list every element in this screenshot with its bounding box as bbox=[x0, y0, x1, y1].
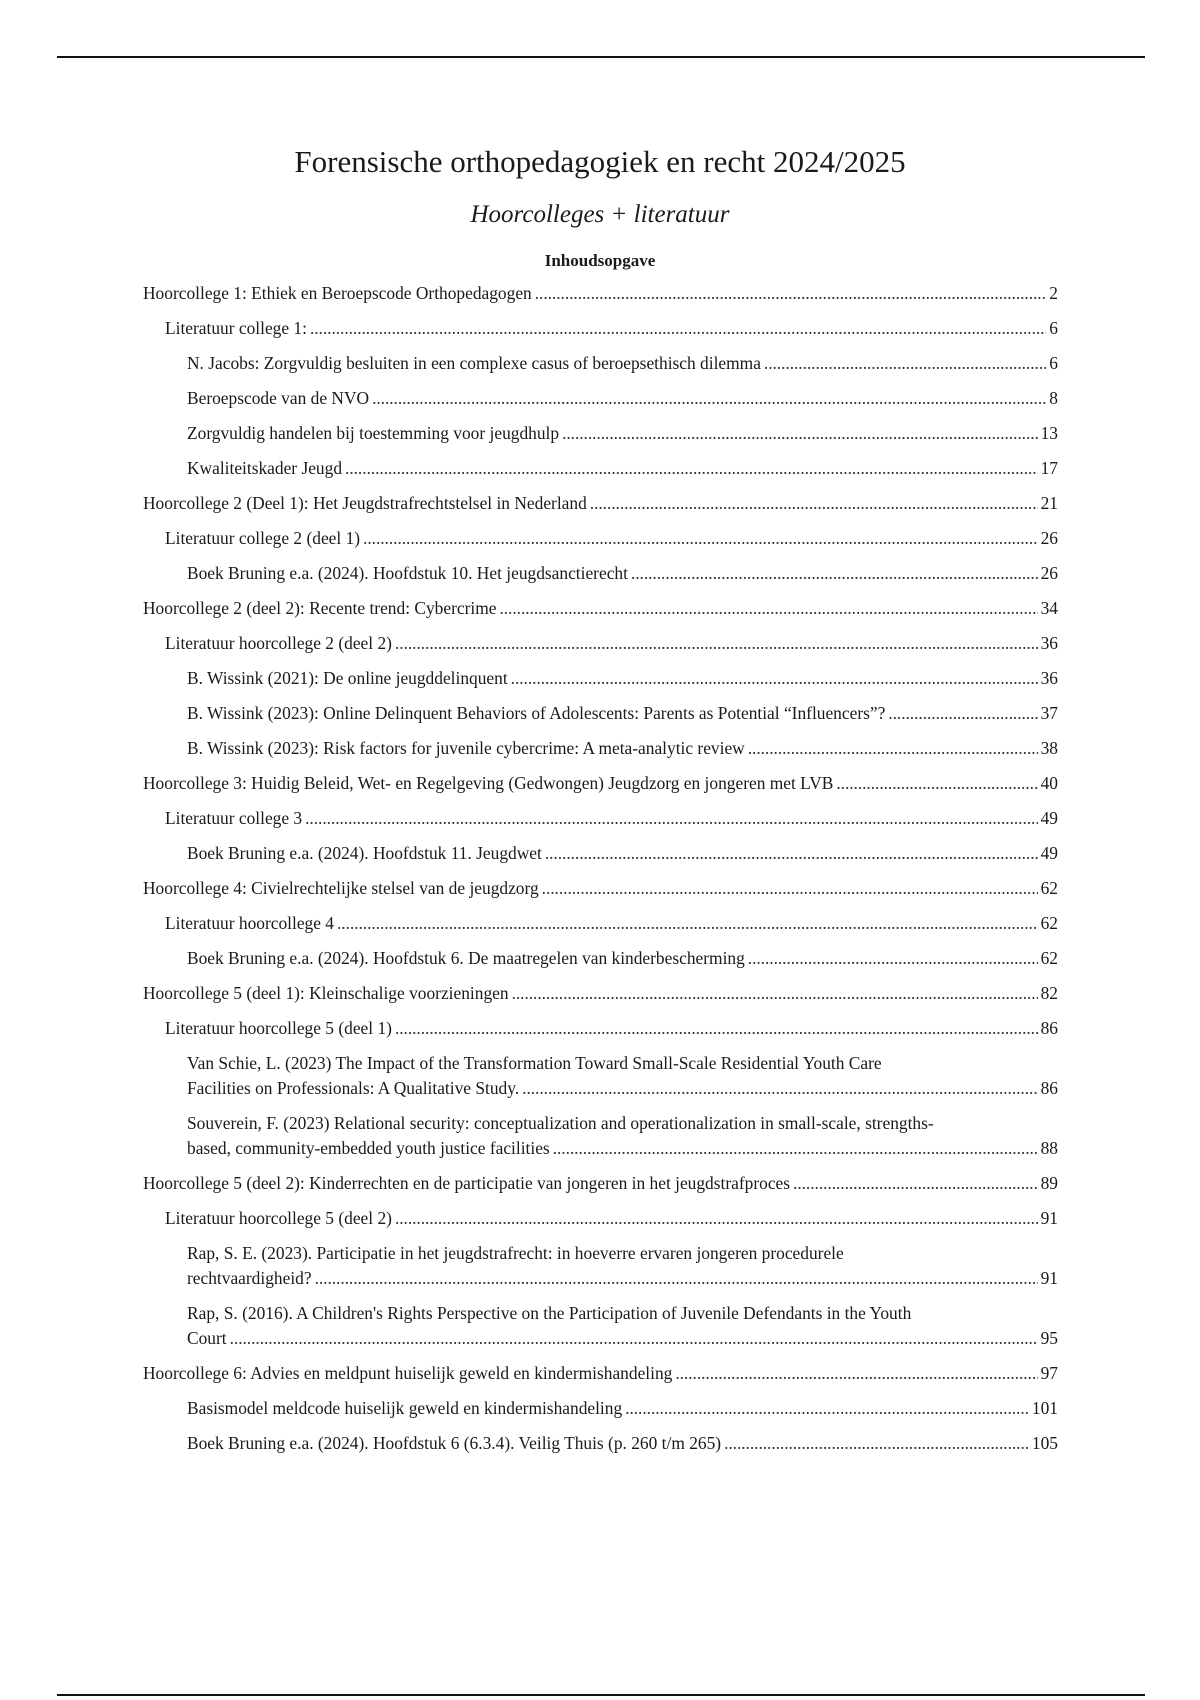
toc-entry-line bbox=[187, 351, 1058, 376]
dot-leader bbox=[315, 1266, 1038, 1291]
toc-entry-line bbox=[165, 911, 1058, 936]
dot-leader bbox=[230, 1326, 1038, 1351]
toc-entry-title: B. Wissink (2023): Online Delinquent Behaviors of Adolescents: Parents as Potential “Influencers”? bbox=[187, 703, 886, 723]
dot-leader bbox=[542, 876, 1038, 901]
toc-entry-line bbox=[187, 561, 1058, 586]
toc-entry-line bbox=[143, 596, 1058, 621]
toc-entry-line bbox=[187, 1266, 1058, 1291]
toc-entry-page-number: 86 bbox=[1040, 1078, 1058, 1098]
dot-leader bbox=[535, 281, 1047, 306]
toc-entry-line bbox=[165, 806, 1058, 831]
toc-entry-line bbox=[143, 876, 1058, 901]
dot-leader bbox=[310, 316, 1046, 341]
toc-entry-page-number: 97 bbox=[1040, 1363, 1058, 1383]
dot-leader bbox=[793, 1171, 1038, 1196]
dot-leader bbox=[625, 1396, 1029, 1421]
toc-entry-title: Hoorcollege 5 (deel 2): Kinderrechten en de participatie van jongeren in het jeugdstrafproces bbox=[143, 1173, 791, 1193]
toc-entry-line bbox=[143, 981, 1058, 1006]
toc-entry-title: Literatuur hoorcollege 2 (deel 2) bbox=[165, 633, 392, 653]
dot-leader bbox=[363, 526, 1038, 551]
toc-entry-page-number: 40 bbox=[1040, 773, 1058, 793]
toc-entry-page-number: 13 bbox=[1040, 423, 1058, 443]
toc-entry[interactable] bbox=[143, 526, 1058, 551]
dot-leader bbox=[748, 736, 1038, 761]
toc-entry-title-line: Rap, S. E. (2023). Participatie in het jeugdstrafrecht: in hoeverre ervaren jongeren procedurele bbox=[187, 1243, 844, 1263]
toc-entry-title: B. Wissink (2023): Risk factors for juvenile cybercrime: A meta-analytic review bbox=[187, 738, 745, 758]
toc-entry-line bbox=[143, 281, 1058, 306]
toc-entry[interactable] bbox=[143, 1431, 1058, 1456]
toc-entry-page-number: 91 bbox=[1040, 1208, 1058, 1228]
toc-entry-title: Zorgvuldig handelen bij toestemming voor jeugdhulp bbox=[187, 423, 560, 443]
dot-leader bbox=[395, 631, 1038, 656]
toc-entry-title: rechtvaardigheid? bbox=[187, 1268, 312, 1288]
header-rule bbox=[57, 56, 1145, 58]
toc-entry-title: Boek Bruning e.a. (2024). Hoofdstuk 6 (6.3.4). Veilig Thuis (p. 260 t/m 265) bbox=[187, 1433, 722, 1453]
toc-entry-line bbox=[187, 946, 1058, 971]
toc-entry-page-number: 49 bbox=[1040, 808, 1058, 828]
dot-leader bbox=[522, 1076, 1037, 1101]
toc-entry[interactable] bbox=[143, 981, 1058, 1006]
toc-entry-title: Literatuur hoorcollege 5 (deel 1) bbox=[165, 1018, 392, 1038]
toc-entry-page-number: 82 bbox=[1040, 983, 1058, 1003]
toc-entry-page-number: 2 bbox=[1049, 283, 1058, 303]
dot-leader bbox=[764, 351, 1046, 376]
toc-entry-title: Hoorcollege 4: Civielrechtelijke stelsel van de jeugdzorg bbox=[143, 878, 539, 898]
toc-entry[interactable] bbox=[143, 1361, 1058, 1386]
toc-entry-page-number: 8 bbox=[1049, 388, 1058, 408]
toc-entry-page-number: 101 bbox=[1031, 1398, 1058, 1418]
toc-entry[interactable] bbox=[143, 1016, 1058, 1041]
toc-entry[interactable] bbox=[143, 281, 1058, 306]
toc-entry[interactable] bbox=[143, 351, 1058, 376]
toc-entry-line bbox=[187, 1136, 1058, 1161]
toc-entry[interactable] bbox=[143, 911, 1058, 936]
toc-entry-title: Literatuur hoorcollege 4 bbox=[165, 913, 335, 933]
toc-entry-title: Kwaliteitskader Jeugd bbox=[187, 458, 343, 478]
toc-entry-line bbox=[143, 771, 1058, 796]
toc-entry-line bbox=[187, 701, 1058, 726]
dot-leader bbox=[590, 491, 1038, 516]
toc-entry-title: Beroepscode van de NVO bbox=[187, 388, 370, 408]
toc-entry[interactable] bbox=[143, 841, 1058, 866]
toc-entry-page-number: 62 bbox=[1040, 913, 1058, 933]
dot-leader bbox=[337, 911, 1038, 936]
toc-entry-line bbox=[187, 1326, 1058, 1351]
toc-entry-page-number: 62 bbox=[1040, 878, 1058, 898]
toc-entry[interactable] bbox=[143, 561, 1058, 586]
dot-leader bbox=[888, 701, 1037, 726]
dot-leader bbox=[395, 1206, 1038, 1231]
toc-entry[interactable] bbox=[143, 1171, 1058, 1196]
dot-leader bbox=[748, 946, 1038, 971]
toc-entry-page-number: 89 bbox=[1040, 1173, 1058, 1193]
toc-entry-line bbox=[143, 491, 1058, 516]
toc-entry-page-number: 6 bbox=[1049, 318, 1058, 338]
toc-entry-page-number: 95 bbox=[1040, 1328, 1058, 1348]
dot-leader bbox=[562, 421, 1038, 446]
toc-entry-title: N. Jacobs: Zorgvuldig besluiten in een complexe casus of beroepsethisch dilemma bbox=[187, 353, 761, 373]
toc-entry[interactable] bbox=[143, 1396, 1058, 1421]
toc-entry-title: Hoorcollege 5 (deel 1): Kleinschalige voorzieningen bbox=[143, 983, 509, 1003]
dot-leader bbox=[345, 456, 1038, 481]
dot-leader bbox=[512, 981, 1038, 1006]
toc-entry-title-line: Rap, S. (2016). A Children's Rights Perspective on the Participation of Juvenile Defendants in the Youth bbox=[187, 1303, 912, 1323]
toc-entry-title-line: Souverein, F. (2023) Relational security: conceptualization and operationalization in small-scale, strengths- bbox=[187, 1113, 934, 1133]
toc-entry-page-number: 21 bbox=[1040, 493, 1058, 513]
toc-entry-line bbox=[165, 526, 1058, 551]
toc-entry[interactable] bbox=[143, 456, 1058, 481]
dot-leader bbox=[511, 666, 1038, 691]
toc-entry-line bbox=[187, 666, 1058, 691]
toc-entry-title: Boek Bruning e.a. (2024). Hoofdstuk 11. Jeugdwet bbox=[187, 843, 542, 863]
toc-entry-title: B. Wissink (2021): De online jeugddelinquent bbox=[187, 668, 508, 688]
toc-entry-title: Literatuur hoorcollege 5 (deel 2) bbox=[165, 1208, 392, 1228]
toc-entry-page-number: 91 bbox=[1040, 1268, 1058, 1288]
dot-leader bbox=[553, 1136, 1038, 1161]
toc-entry-line bbox=[165, 631, 1058, 656]
toc-entry-title: Literatuur college 2 (deel 1) bbox=[165, 528, 361, 548]
toc-entry[interactable] bbox=[143, 1111, 1058, 1161]
toc-entry-title: Literatuur college 1: bbox=[165, 318, 307, 338]
toc-entry[interactable] bbox=[143, 316, 1058, 341]
toc-entry-page-number: 38 bbox=[1040, 738, 1058, 758]
toc-entry[interactable] bbox=[143, 1206, 1058, 1231]
toc-entry-title: Hoorcollege 2 (deel 2): Recente trend: Cybercrime bbox=[143, 598, 497, 618]
table-of-contents bbox=[143, 281, 1058, 1466]
toc-entry-line bbox=[187, 736, 1058, 761]
toc-entry-line bbox=[187, 841, 1058, 866]
dot-leader bbox=[724, 1431, 1029, 1456]
toc-entry[interactable] bbox=[143, 666, 1058, 691]
toc-entry-line bbox=[187, 386, 1058, 411]
toc-entry-line bbox=[187, 1076, 1058, 1101]
toc-entry-page-number: 6 bbox=[1049, 353, 1058, 373]
toc-entry-page-number: 26 bbox=[1040, 563, 1058, 583]
toc-entry-page-number: 17 bbox=[1040, 458, 1058, 478]
toc-entry-page-number: 62 bbox=[1040, 948, 1058, 968]
document-subtitle: Hoorcolleges + literatuur bbox=[470, 201, 730, 228]
dot-leader bbox=[395, 1016, 1038, 1041]
toc-entry-page-number: 88 bbox=[1040, 1138, 1058, 1158]
toc-entry-line bbox=[187, 1396, 1058, 1421]
toc-entry[interactable] bbox=[143, 1241, 1058, 1291]
toc-entry[interactable] bbox=[143, 421, 1058, 446]
toc-entry-title: Hoorcollege 2 (Deel 1): Het Jeugdstrafrechtstelsel in Nederland bbox=[143, 493, 587, 513]
toc-entry[interactable] bbox=[143, 386, 1058, 411]
toc-entry-title: Basismodel meldcode huiselijk geweld en kindermishandeling bbox=[187, 1398, 623, 1418]
toc-entry-page-number: 86 bbox=[1040, 1018, 1058, 1038]
toc-entry[interactable] bbox=[143, 806, 1058, 831]
toc-entry-line bbox=[165, 316, 1058, 341]
toc-entry[interactable] bbox=[143, 491, 1058, 516]
dot-leader bbox=[305, 806, 1037, 831]
toc-entry-page-number: 49 bbox=[1040, 843, 1058, 863]
toc-entry-line bbox=[143, 1171, 1058, 1196]
toc-entry-page-number: 36 bbox=[1040, 633, 1058, 653]
toc-entry-title: Facilities on Professionals: A Qualitative Study. bbox=[187, 1078, 520, 1098]
toc-entry-line bbox=[165, 1016, 1058, 1041]
toc-entry[interactable] bbox=[143, 701, 1058, 726]
toc-entry-page-number: 36 bbox=[1040, 668, 1058, 688]
toc-entry[interactable] bbox=[143, 1051, 1058, 1101]
document-title: Forensische orthopedagogiek en recht 2024/2025 bbox=[294, 144, 906, 179]
toc-entry[interactable] bbox=[143, 876, 1058, 901]
dot-leader bbox=[631, 561, 1038, 586]
toc-entry-line bbox=[187, 1431, 1058, 1456]
toc-entry-line bbox=[187, 456, 1058, 481]
toc-entry-title: Boek Bruning e.a. (2024). Hoofdstuk 10. Het jeugdsanctierecht bbox=[187, 563, 628, 583]
toc-entry[interactable] bbox=[143, 771, 1058, 796]
dot-leader bbox=[372, 386, 1046, 411]
toc-entry-title: based, community-embedded youth justice facilities bbox=[187, 1138, 550, 1158]
toc-entry-title: Court bbox=[187, 1328, 227, 1348]
toc-entry[interactable] bbox=[143, 736, 1058, 761]
dot-leader bbox=[836, 771, 1037, 796]
toc-entry-title: Hoorcollege 1: Ethiek en Beroepscode Orthopedagogen bbox=[143, 283, 532, 303]
dot-leader bbox=[675, 1361, 1037, 1386]
toc-entry-title: Hoorcollege 6: Advies en meldpunt huiselijk geweld en kindermishandeling bbox=[143, 1363, 673, 1383]
toc-entry[interactable] bbox=[143, 631, 1058, 656]
toc-entry-page-number: 37 bbox=[1040, 703, 1058, 723]
toc-entry-line bbox=[165, 1206, 1058, 1231]
toc-entry-line bbox=[143, 1361, 1058, 1386]
footer-rule bbox=[57, 1694, 1145, 1696]
dot-leader bbox=[545, 841, 1038, 866]
toc-entry[interactable] bbox=[143, 596, 1058, 621]
toc-entry-title: Hoorcollege 3: Huidig Beleid, Wet- en Regelgeving (Gedwongen) Jeugdzorg en jongeren met LVB bbox=[143, 773, 834, 793]
toc-entry-title-line: Van Schie, L. (2023) The Impact of the Transformation Toward Small-Scale Residential Youth Care bbox=[187, 1053, 882, 1073]
toc-entry[interactable] bbox=[143, 1301, 1058, 1351]
toc-entry-page-number: 105 bbox=[1031, 1433, 1058, 1453]
toc-entry[interactable] bbox=[143, 946, 1058, 971]
toc-entry-title: Literatuur college 3 bbox=[165, 808, 303, 828]
toc-entry-page-number: 26 bbox=[1040, 528, 1058, 548]
toc-entry-line bbox=[187, 421, 1058, 446]
toc-entry-title: Boek Bruning e.a. (2024). Hoofdstuk 6. De maatregelen van kinderbescherming bbox=[187, 948, 745, 968]
toc-heading: Inhoudsopgave bbox=[544, 251, 656, 270]
toc-entry-page-number: 34 bbox=[1040, 598, 1058, 618]
dot-leader bbox=[499, 596, 1037, 621]
